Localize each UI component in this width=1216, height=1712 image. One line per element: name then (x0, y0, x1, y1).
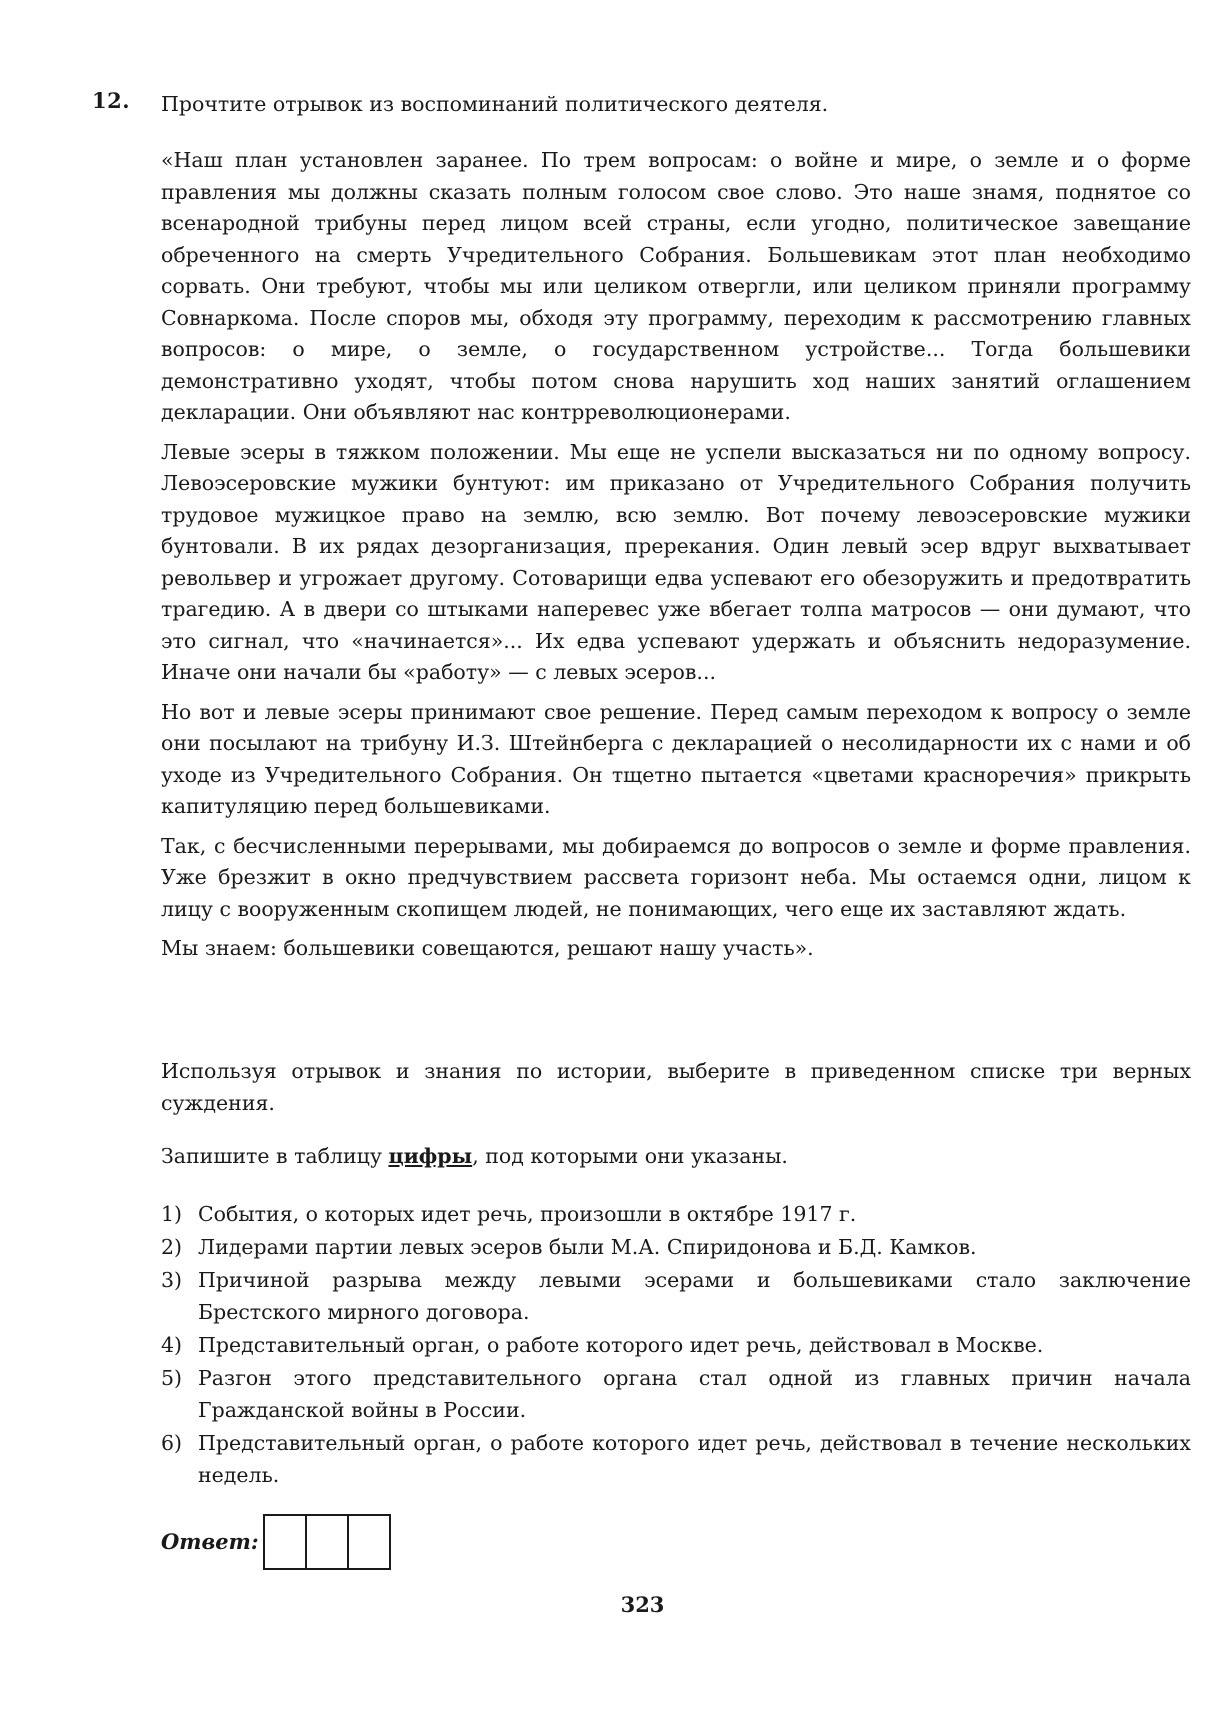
page-number: 323 (620, 1592, 665, 1617)
option-item (161, 1264, 1191, 1328)
instruction-write (161, 1140, 1191, 1172)
option-item (161, 1329, 1191, 1361)
quote-excerpt (161, 145, 1191, 973)
option-text: Представительный орган, о работе которого идет речь, действовал в Москве. (198, 1333, 1044, 1357)
instruction-keyword: цифры (388, 1144, 473, 1168)
quote-paragraph: Мы знаем: большевики совещаются, решают нашу участь». (161, 936, 814, 960)
answer-cell-1[interactable] (265, 1516, 307, 1568)
quote-paragraph: Так, с бесчисленными перерывами, мы добираемся до вопросов о земле и форме правления. Уже брезжит в окно предчувствием рассвета горизонт неба. Мы остаемся одни, лицом к лицу с вооруженным скопищем людей, не понимающих, чего еще их заставляют ждать. (161, 833, 1191, 921)
option-number: 1) (161, 1202, 183, 1226)
option-text: Причиной разрыва между левыми эсерами и большевиками стало заключение Брестского мирного договора. (198, 1268, 1191, 1324)
option-number: 3) (161, 1268, 183, 1292)
answer-cell-3[interactable] (349, 1516, 389, 1568)
task-number: 12. (92, 88, 131, 113)
option-number: 2) (161, 1235, 183, 1259)
quote-paragraph: Но вот и левые эсеры принимают свое решение. Перед самым переходом к вопросу о земле они посылают на трибуну И.З. Штейнберга с декларацией о несолидарности их с нами и об уходе из Учредительного Собрания. Он тщетно пытается «цветами красноречия» прикрыть капитуляцию перед большевиками. (161, 699, 1191, 818)
option-text: Представительный орган, о работе которого идет речь, действовал в течение нескольких недель. (198, 1431, 1191, 1487)
instruction-select: Используя отрывок и знания по истории, выберите в приведенном списке три верных суждения. (161, 1059, 1191, 1115)
option-text: Разгон этого представительного органа стал одной из главных причин начала Гражданской войны в России. (198, 1366, 1191, 1422)
option-text: Лидерами партии левых эсеров были М.А. Спиридонова и Б.Д. Камков. (198, 1235, 977, 1259)
instruction-prefix: Запишите в таблицу (161, 1144, 389, 1168)
answer-cell-2[interactable] (307, 1516, 349, 1568)
option-item (161, 1362, 1191, 1426)
option-number: 4) (161, 1333, 183, 1357)
option-item (161, 1231, 1191, 1263)
instruction-suffix: , под которыми они указаны. (472, 1144, 788, 1168)
quote-paragraph: Левые эсеры в тяжком положении. Мы еще не успели высказаться ни по одному вопросу. Левоэсеровские мужики бунтуют: им приказано от Учредительного Собрания получить трудовое мужицкое право на землю, всю землю. Вот почему левоэсеровские мужики бунтовали. В их рядах дезорганизация, пререкания. Один левый эсер вдруг выхватывает револьвер и угрожает другому. Сотоварищи едва успевают его обезоружить и предотвратить трагедию. А в двери со штыками наперевес уже вбегает толпа матросов — они думают, что это сигнал, что «начинается»... Их едва успевают удержать и объяснить недоразумение. Иначе они начали бы «работу» — с левых эсеров... (161, 439, 1191, 684)
option-item (161, 1427, 1191, 1491)
option-text: События, о которых идет речь, произошли в октябре 1917 г. (198, 1202, 857, 1226)
answer-label: Ответ: (161, 1529, 259, 1554)
task-title: Прочтите отрывок из воспоминаний политического деятеля. (161, 92, 829, 116)
option-number: 6) (161, 1431, 183, 1455)
quote-paragraph: «Наш план установлен заранее. По трем вопросам: о войне и мире, о земле и о форме правления мы должны сказать полным голосом свое слово. Это наше знамя, поднятое со всенародной трибуны перед лицом всей страны, если угодно, политическое завещание обреченного на смерть Учредительного Собрания. Большевикам этот план необходимо сорвать. Они требуют, чтобы мы или целиком отвергли, или целиком приняли программу Совнаркома. После споров мы, обходя эту программу, переходим к рассмотрению главных вопросов: о мире, о земле, о государственном устройстве... Тогда большевики демонстративно уходят, чтобы потом снова нарушить ход наших занятий оглашением декларации. Они объявляют нас контрреволюционерами. (161, 148, 1191, 424)
answer-table (263, 1514, 391, 1570)
option-item (161, 1198, 1191, 1230)
options-list (161, 1198, 1191, 1492)
option-number: 5) (161, 1366, 183, 1390)
